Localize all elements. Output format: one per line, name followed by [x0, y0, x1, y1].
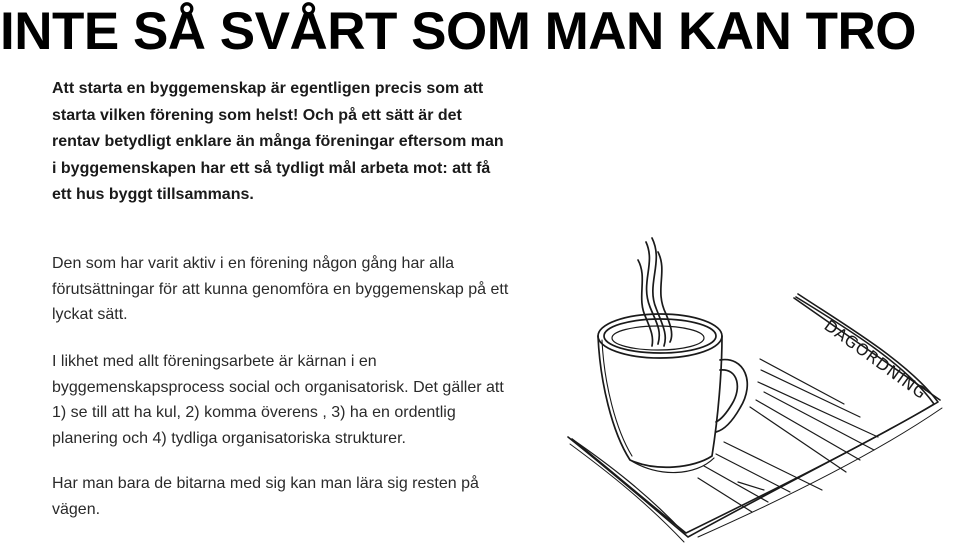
body-paragraph-1: Den som har varit aktiv i en förening någon gång har alla förutsättningar för att kunna genomföra en byggemenskap på ett lyckat sätt. [52, 255, 509, 323]
page-title: INTE SÅ SVÅRT SOM MAN KAN TRO [0, 2, 916, 61]
agenda-paper-icon [568, 294, 942, 542]
lead-paragraph: Att starta en byggemenskap är egentligen precis som att starta vilken förening som helst! Och på ett sätt är det rentav betydligt enklare än många föreningar eftersom man i byggemenskapen har ett så tydligt mål arbeta mot: att få ett hus byggt tillsammans. [52, 80, 504, 203]
body-paragraph-3: Har man bara de bitarna med sig kan man lära sig resten på vägen. [52, 475, 479, 518]
agenda-label: DAGORDNING [820, 315, 931, 404]
body-paragraph-2: I likhet med allt föreningsarbete är kärnan i en byggemenskapsprocess social och organisatorisk. Det gäller att 1) se till att ha kul, 2) komma överens , 3) ha en ordentlig planering och 4) tydliga organisatoriska strukturer. [52, 353, 504, 447]
coffee-mug-icon [598, 238, 747, 473]
coffee-and-agenda-illustration [528, 232, 958, 554]
